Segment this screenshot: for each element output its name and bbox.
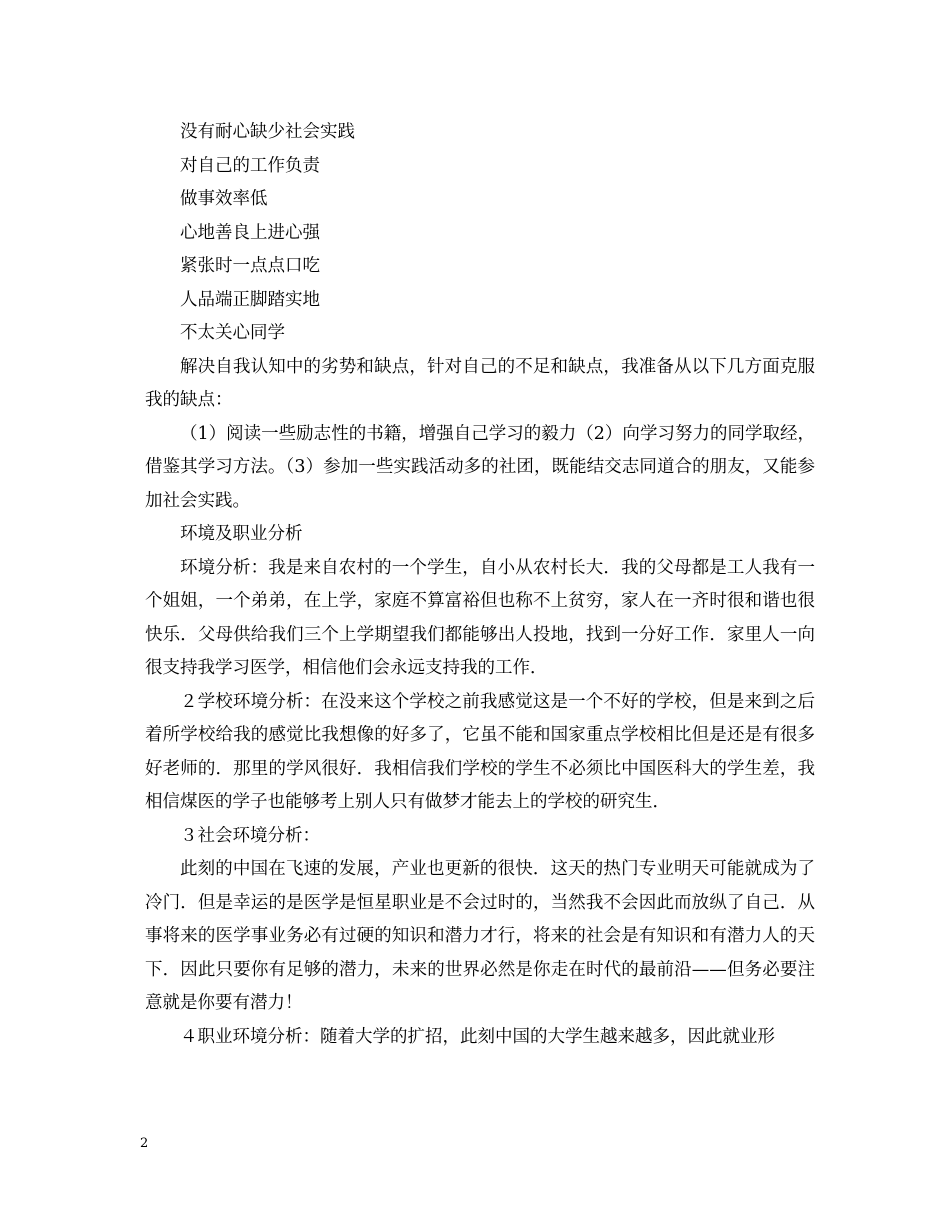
paragraph: 此刻的中国在飞速的发展，产业也更新的很快．这天的热门专业明天可能就成为了冷门．但是幸运的是医学是恒星职业是不会过时的，当然我不会因此而放纵了自己．从事将来的医学事业务必有过硬的知识和潜力才行，将来的社会是有知识和有潜力人的天下．因此只要你有足够的潜力，未来的世界必然是你走在时代的最前沿——但务必要注意就是你要有潜力！ [145, 859, 815, 1013]
paragraph: （1）阅读一些励志性的书籍，增强自己学习的毅力（2）向学习努力的同学取经，借鉴其学习方法。（3）参加一些实践活动多的社团，既能结交志同道合的朋友，又能参加社会实践。 [145, 423, 815, 511]
document-body [145, 116, 815, 1054]
paragraph: 环境分析：我是来自农村的一个学生，自小从农村长大．我的父母都是工人我有一个姐姐，一个弟弟，在上学，家庭不算富裕但也称不上贫穷，家人在一齐时很和谐也很快乐．父母供给我们三个上学期望我们都能够出人投地，找到一分好工作．家里人一向很支持我学习医学，相信他们会永远支持我的工作． [145, 557, 815, 678]
paragraph: 心地善良上进心强 [180, 222, 320, 243]
paragraph: ３社会环境分析： [180, 825, 320, 846]
section-heading: 环境及职业分析 [180, 524, 303, 544]
paragraph: ４职业环境分析：随着大学的扩招，此刻中国的大学生越来越多，因此就业形 [180, 1026, 775, 1047]
paragraph: ２学校环境分析：在没来这个学校之前我感觉这是一个不好的学校，但是来到之后着所学校给我的感觉比我想像的好多了，它虽不能和国家重点学校相比但是还是有很多好老师的．那里的学风很好．我相信我们学校的学生不必须比中国医科大的学生差，我相信煤医的学子也能够考上别人只有做梦才能去上的学校的研究生． [145, 691, 815, 812]
paragraph: 没有耐心缺少社会实践 [180, 122, 355, 142]
paragraph: 解决自我认知中的劣势和缺点，针对自己的不足和缺点，我准备从以下几方面克服我的缺点： [145, 356, 815, 410]
paragraph: 做事效率低 [180, 189, 268, 209]
paragraph: 紧张时一点点口吃 [180, 256, 320, 276]
page-number: 2 [140, 1136, 149, 1151]
paragraph: 人品端正脚踏实地 [180, 289, 320, 310]
paragraph: 对自己的工作负责 [180, 155, 320, 176]
paragraph: 不太关心同学 [180, 323, 285, 343]
